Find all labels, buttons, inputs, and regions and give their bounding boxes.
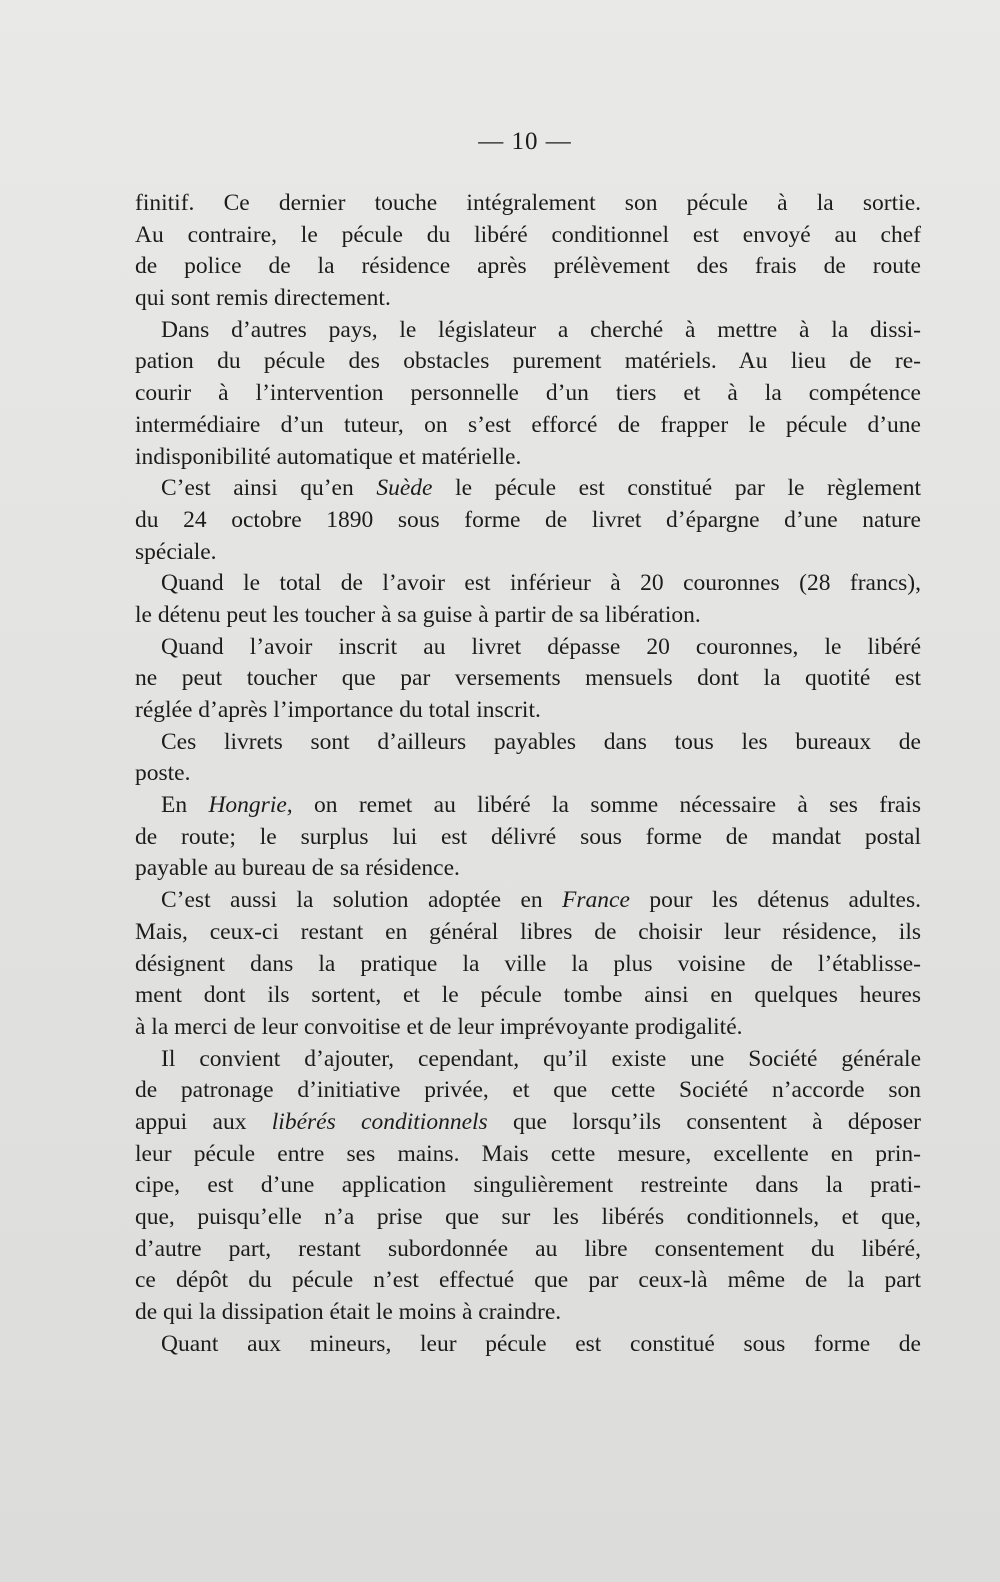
text-line: ce dépôt du pécule n’est effectué que par ceux-là même de la part bbox=[135, 1267, 921, 1294]
text-segment: appui aux bbox=[135, 1108, 272, 1135]
text-line: qui sont remis directement. bbox=[135, 285, 391, 312]
text-segment: pour les détenus adultes. bbox=[629, 887, 921, 914]
text-line: courir à l’intervention personnelle d’un tiers et à la compétence bbox=[135, 380, 921, 407]
text-segment: C’est aussi la solution adoptée en bbox=[161, 887, 563, 914]
text-line: réglée d’après l’importance du total inscrit. bbox=[135, 697, 541, 723]
text-line: Il convient d’ajouter, cependant, qu’il existe une Société générale bbox=[161, 1045, 921, 1072]
text-line: Dans d’autres pays, le législateur a cherché à mettre à la dissi- bbox=[161, 316, 921, 343]
text-line: Quant aux mineurs, leur pécule est constitué sous forme de bbox=[161, 1330, 921, 1357]
text-line bbox=[135, 790, 921, 822]
body-text bbox=[135, 188, 921, 1360]
text-line: de police de la résidence après prélèvement des frais de route bbox=[135, 253, 921, 280]
text-line: pation du pécule des obstacles purement matériels. Au lieu de re- bbox=[135, 348, 921, 375]
text-line: cipe, est d’une application singulièrement restreinte dans la prati- bbox=[135, 1172, 921, 1199]
text-line: ment dont ils sortent, et le pécule tombe ainsi en quelques heures bbox=[135, 982, 921, 1009]
text-line: ne peut toucher que par versements mensuels dont la quotité est bbox=[135, 665, 921, 692]
text-segment: que lorsqu’ils consentent à déposer bbox=[487, 1108, 921, 1135]
text-line: de route; le surplus lui est délivré sous forme de mandat postal bbox=[135, 823, 921, 850]
text-line: du 24 octobre 1890 sous forme de livret d’épargne d’une nature bbox=[135, 506, 921, 533]
text-segment: on remet au libéré la somme nécessaire à ses frais bbox=[292, 792, 922, 819]
text-line bbox=[135, 473, 921, 505]
text-line: leur pécule entre ses mains. Mais cette mesure, excellente en prin- bbox=[135, 1140, 921, 1167]
italic-term: France bbox=[562, 887, 630, 914]
text-line: Ces livrets sont d’ailleurs payables dans tous les bureaux de bbox=[161, 728, 921, 755]
text-line: le détenu peut les toucher à sa guise à partir de sa libération. bbox=[135, 601, 701, 628]
text-line bbox=[135, 1107, 921, 1139]
text-line: spéciale. bbox=[135, 538, 217, 565]
page-number: — 10 — bbox=[478, 128, 572, 155]
text-line: Mais, ceux-ci restant en général libres de choisir leur résidence, ils bbox=[135, 918, 921, 945]
text-segment: C’est ainsi qu’en bbox=[161, 475, 377, 502]
text-line bbox=[135, 885, 921, 917]
italic-term: Suède bbox=[376, 475, 433, 502]
italic-term: libérés conditionnels bbox=[271, 1108, 488, 1135]
text-line: désignent dans la pratique la ville la plus voisine de l’établisse- bbox=[135, 950, 921, 977]
text-line: intermédiaire d’un tuteur, on s’est efforcé de frapper le pécule d’une bbox=[135, 411, 921, 438]
text-line: Quand le total de l’avoir est inférieur à 20 couronnes (28 francs), bbox=[161, 570, 921, 597]
text-line: de patronage d’initiative privée, et que cette Société n’accorde son bbox=[135, 1077, 921, 1104]
text-segment: le pécule est constitué par le règlement bbox=[432, 475, 922, 502]
text-line: finitif. Ce dernier touche intégralement son pécule à la sortie. bbox=[135, 190, 921, 216]
text-line: Au contraire, le pécule du libéré conditionnel est envoyé au chef bbox=[135, 221, 921, 248]
text-line: payable au bureau de sa résidence. bbox=[135, 855, 460, 882]
italic-term: Hongrie, bbox=[208, 792, 293, 819]
text-line: indisponibilité automatique et matérielle. bbox=[135, 443, 522, 470]
text-line: de qui la dissipation était le moins à craindre. bbox=[135, 1299, 562, 1326]
text-line: d’autre part, restant subordonnée au libre consentement du libéré, bbox=[135, 1235, 921, 1262]
text-segment: En bbox=[161, 792, 209, 819]
text-line: Quand l’avoir inscrit au livret dépasse 20 couronnes, le libéré bbox=[161, 633, 921, 660]
text-line: poste. bbox=[135, 760, 191, 787]
text-line: à la merci de leur convoitise et de leur imprévoyante prodigalité. bbox=[135, 1013, 743, 1040]
text-line: que, puisqu’elle n’a prise que sur les libérés conditionnels, et que, bbox=[135, 1204, 921, 1230]
